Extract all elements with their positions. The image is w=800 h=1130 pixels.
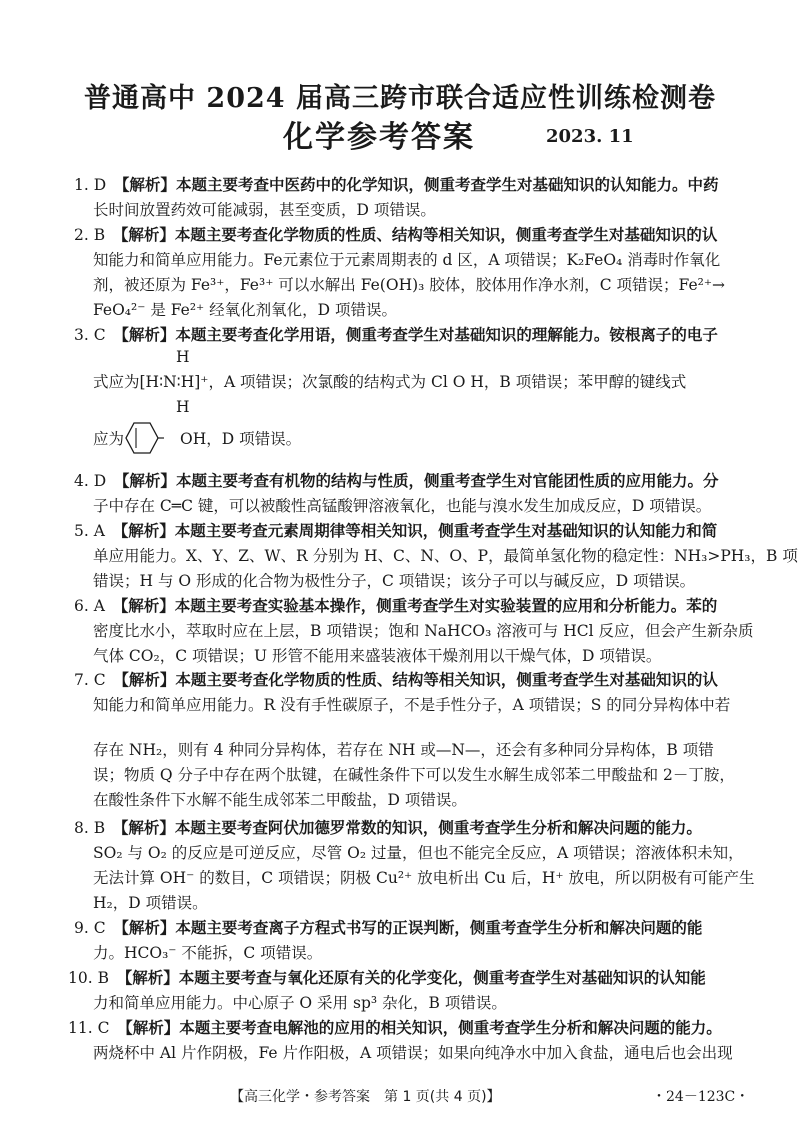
benzene-ring-icon xyxy=(124,420,164,456)
answer-number: 2. B xyxy=(74,226,106,244)
analysis-tag: 【解析】 xyxy=(124,968,179,987)
answer-line: 应为 xyxy=(93,430,125,448)
answer-item-5 xyxy=(74,518,798,594)
paper-code: ・24－123C・ xyxy=(652,1089,750,1105)
analysis-tag: 【解析】 xyxy=(121,918,176,937)
analysis-tag: 【解析】 xyxy=(120,596,175,615)
answer-number: 5. A xyxy=(74,522,105,540)
page-footer: 【高三化学・参考答案 第 1 页(共 4 页)】 xyxy=(230,1089,501,1105)
answer-number: 9. C xyxy=(74,919,106,937)
page-subtitle: 化学参考答案 xyxy=(283,120,475,155)
answer-number: 6. A xyxy=(74,597,105,615)
answer-line: 本题主要考查中医药中的化学知识，侧重考查学生对基础知识的认知能力。中药 xyxy=(175,175,719,194)
answer-line: 气体 CO₂，C 项错误；U 形管不能用来盛装液体干燥剂用以干燥气体，D 项错误。 xyxy=(93,647,662,665)
answer-item-8 xyxy=(74,815,755,916)
answer-line: FeO₄²⁻ 是 Fe²⁺ 经氧化剂氧化，D 项错误。 xyxy=(93,301,398,319)
answer-item-3-line3 xyxy=(74,427,734,452)
answer-line: 长时间放置药效可能减弱，甚至变质，D 项错误。 xyxy=(93,201,436,219)
answer-number: 3. C xyxy=(74,326,106,344)
page-title: 普通高中 2024 届高三跨市联合适应性训练检测卷 xyxy=(84,83,716,114)
answer-item-9 xyxy=(74,915,734,966)
analysis-tag: 【解析】 xyxy=(124,1018,180,1037)
electron-dot-bottom-h: H xyxy=(176,398,190,416)
answer-number: 10. B xyxy=(68,969,109,987)
answer-item-6 xyxy=(74,593,754,669)
answer-line: 误；物质 Q 分子中存在两个肽键，在碱性条件下可以发生水解生成邻苯二甲酸盐和 2－丁胺， xyxy=(93,766,735,784)
answer-line: OH，D 项错误。 xyxy=(180,430,302,448)
answer-item-3 xyxy=(74,322,734,348)
electron-dot-top-h: H xyxy=(176,348,190,366)
answer-line: SO₂ 与 O₂ 的反应是可逆反应，尽管 O₂ 过量，但也不能完全反应，A 项错误；溶液体积未知， xyxy=(93,844,744,862)
answer-line: 子中存在 C═C 键，可以被酸性高锰酸钾溶液氧化，也能与溴水发生加成反应，D 项错误。 xyxy=(93,497,712,515)
answer-line: 力和简单应用能力。中心原子 O 采用 sp³ 杂化，B 项错误。 xyxy=(93,994,507,1012)
answer-line: 本题主要考查阿伏加德罗常数的知识，侧重考查学生分析和解决问题的能力。 xyxy=(174,818,702,837)
answer-number: 1. D xyxy=(74,176,107,194)
answer-line: 知能力和简单应用能力。R 没有手性碳原子，不是手性分子，A 项错误；S 的同分异构体中若 xyxy=(93,696,731,714)
answer-line: 本题主要考查离子方程式书写的正误判断，侧重考查学生分析和解决问题的能 xyxy=(175,918,703,937)
answer-line: 本题主要考查与氧化还原有关的化学变化，侧重考查学生对基础知识的认知能 xyxy=(178,968,706,987)
answer-line: 本题主要考查实验基本操作，侧重考查学生对实验装置的应用和分析能力。苯的 xyxy=(174,596,718,615)
answer-line: 无法计算 OH⁻ 的数目，C 项错误；阴极 Cu²⁺ 放电析出 Cu 后，H⁺ 放电，所以阴极有可能产生 xyxy=(93,869,755,887)
analysis-tag: 【解析】 xyxy=(121,175,176,194)
analysis-tag: 【解析】 xyxy=(121,670,176,689)
answer-line: 单应用能力。X、Y、Z、W、R 分别为 H、C、N、O、P，最简单氢化物的稳定性：NH₃>PH₃，B 项 xyxy=(93,547,798,565)
answer-line: 知能力和简单应用能力。Fe元素位于元素周期表的 d 区，A 项错误；K₂FeO₄ 消毒时作氧化 xyxy=(93,251,721,269)
answer-line: 两烧杯中 Al 片作阴极，Fe 片作阳极，A 项错误；如果向纯净水中加入食盐，通电后也会出现 xyxy=(93,1044,733,1062)
answer-line: 在酸性条件下水解不能生成邻苯二甲酸盐，D 项错误。 xyxy=(93,791,467,809)
answer-line: 本题主要考查化学用语，侧重考查学生对基础知识的理解能力。铵根离子的电子 xyxy=(175,325,718,344)
answer-item-2 xyxy=(74,222,734,323)
analysis-tag: 【解析】 xyxy=(120,521,175,540)
answer-item-1 xyxy=(74,172,734,223)
answer-line: 本题主要考查元素周期律等相关知识，侧重考查学生对基础知识的认知能力和简 xyxy=(174,521,718,540)
answer-line: 力。HCO₃⁻ 不能拆，C 项错误。 xyxy=(93,944,323,962)
answer-item-11 xyxy=(68,1015,733,1066)
answer-item-4 xyxy=(74,468,734,519)
answer-item-10 xyxy=(68,965,728,1016)
answer-number: 7. C xyxy=(74,671,106,689)
answer-line: 存在 NH₂，则有 4 种同分异构体，若存在 NH 或—N—，还会有多种同分异构体，B 项错 xyxy=(93,741,714,759)
answer-number: 8. B xyxy=(74,819,106,837)
answer-line: 错误；H 与 O 形成的化合物为极性分子，C 项错误；该分子可以与碱反应，D 项错误。 xyxy=(93,572,696,590)
answer-line: 本题主要考查化学物质的性质、结构等相关知识，侧重考查学生对基础知识的认 xyxy=(175,670,718,689)
analysis-tag: 【解析】 xyxy=(121,471,176,490)
answer-number: 4. D xyxy=(74,472,107,490)
answer-item-3-line2 xyxy=(74,370,734,395)
answer-line: 本题主要考查电解池的应用的相关知识，侧重考查学生分析和解决问题的能力。 xyxy=(179,1018,722,1037)
answer-line: H₂，D 项错误。 xyxy=(93,894,208,912)
answer-line: 本题主要考查化学物质的性质、结构等相关知识，侧重考查学生对基础知识的认 xyxy=(174,225,718,244)
analysis-tag: 【解析】 xyxy=(120,225,175,244)
analysis-tag: 【解析】 xyxy=(120,818,175,837)
answer-line: 本题主要考查有机物的结构与性质，侧重考查学生对官能团性质的应用能力。分 xyxy=(175,471,719,490)
answer-item-7-cont xyxy=(74,738,734,813)
answer-line: 密度比水小，萃取时应在上层，B 项错误；饱和 NaHCO₃ 溶液可与 HCl 反应，但会产生新杂质 xyxy=(93,622,754,640)
analysis-tag: 【解析】 xyxy=(121,325,176,344)
answer-line: 剂，被还原为 Fe³⁺，Fe³⁺ 可以水解出 Fe(OH)₃ 胶体，胶体用作净水剂，C 项错误；Fe²⁺→ xyxy=(93,276,726,294)
exam-date: 2023. 11 xyxy=(546,126,634,147)
answer-line: 式应为[H∶N∶H]⁺，A 项错误；次氯酸的结构式为 Cl O H，B 项错误；苯甲醇的键线式 xyxy=(93,373,687,391)
answer-number: 11. C xyxy=(68,1019,110,1037)
answer-item-7 xyxy=(74,667,734,718)
